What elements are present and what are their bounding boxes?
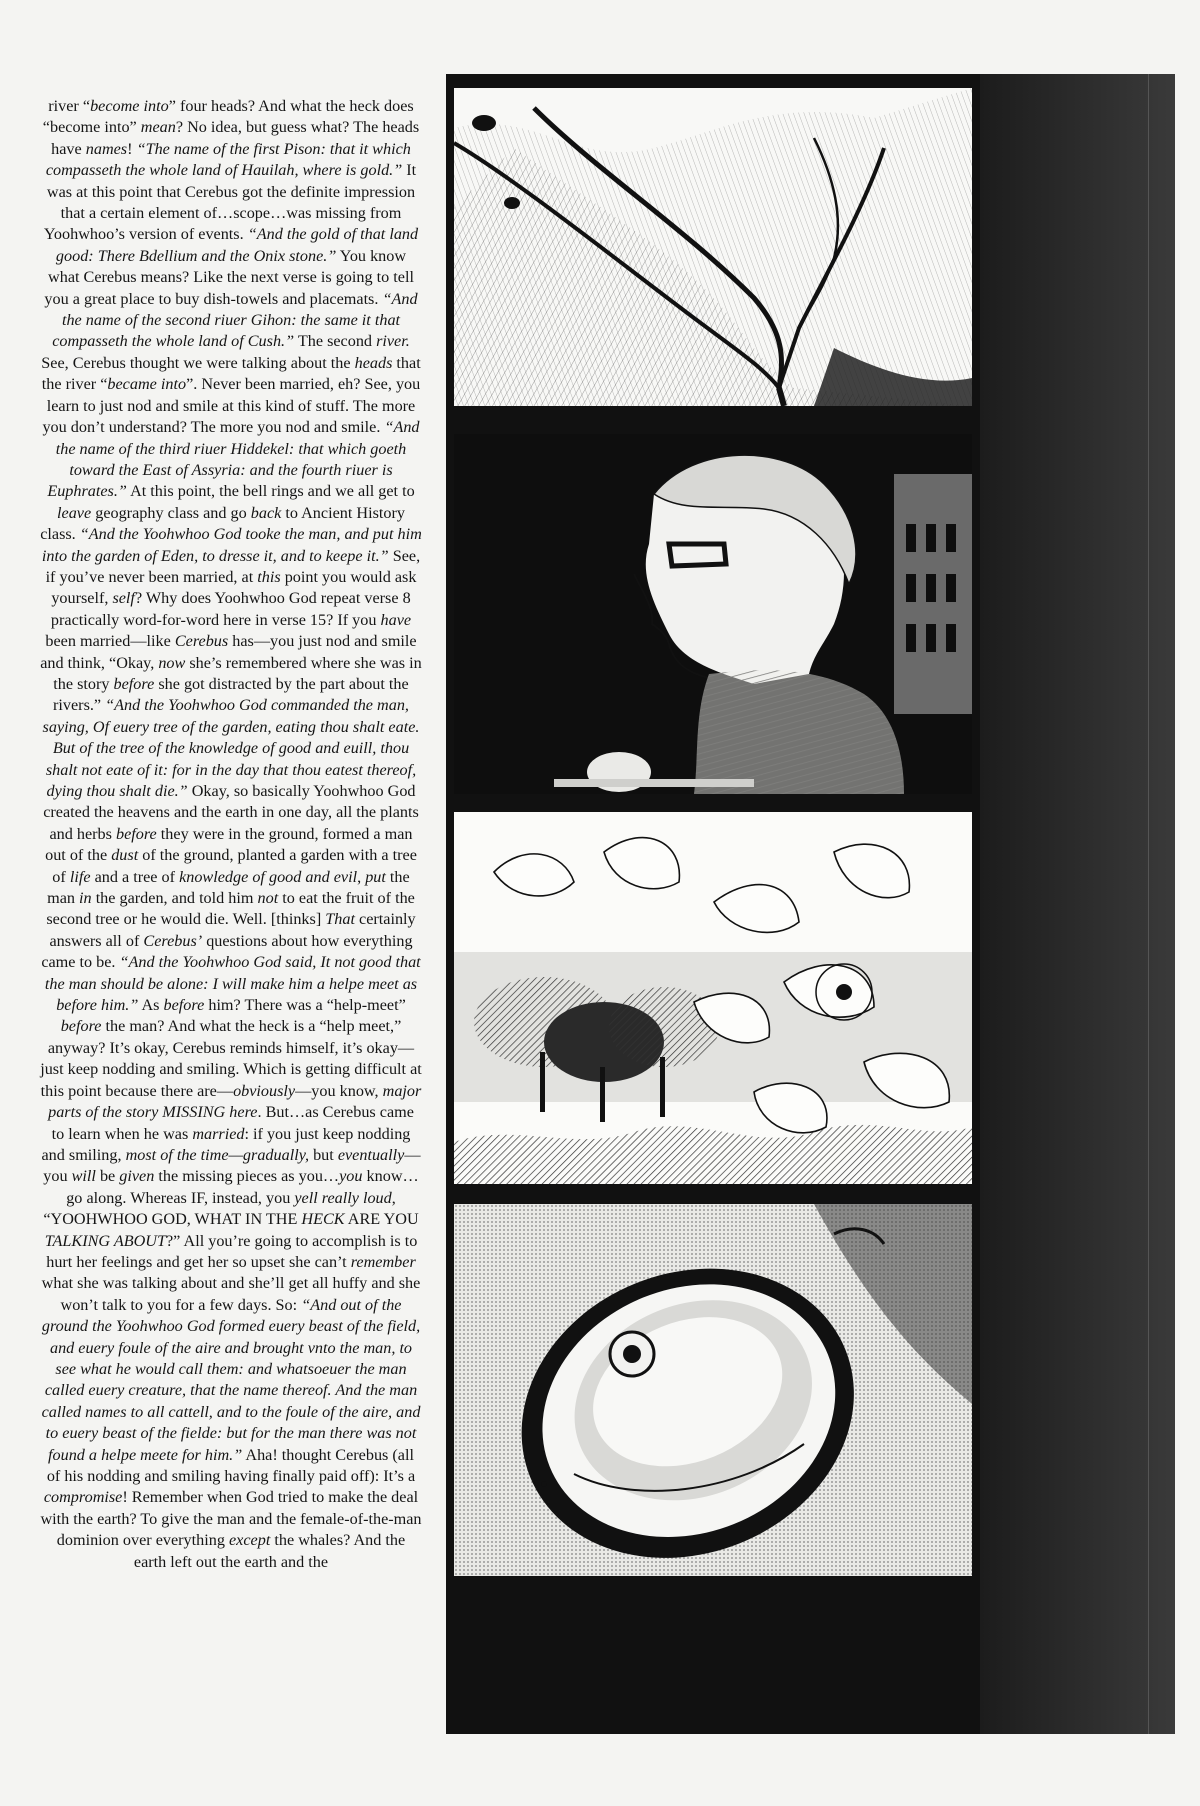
man-portrait-panel bbox=[454, 434, 972, 794]
garden-illustration bbox=[454, 812, 972, 1184]
dark-band bbox=[980, 74, 1175, 1734]
garden-panel bbox=[454, 812, 972, 1184]
prose-column bbox=[40, 96, 422, 1776]
river-map-illustration bbox=[454, 88, 972, 406]
prose-text: river “become into” four heads? And what the heck does “become into” mean? No idea, but guess what? The heads have names! “The name of the first Pison: that it which compasseth the whole land of Hauilah, where is gold.” It was at this point that Cerebus got the definite impression that a certain element of…scope…was missing from Yoohwhoo’s version of events. “And the gold of that land good: There Bdellium and the Onix stone.” You know what Cerebus means? Like the next verse is going to tell you a great place to buy dish-towels and placemats. “And the name of the second riuer Gihon: the same it that compasseth the whole land of Cush.” The second river. See, Cerebus thought we were talking about the heads that the river “became into”. Never been married, eh? See, you learn to just nod and smile at this kind of stuff. The more you don’t understand? The more you nod and smile. “And the name of the third riuer Hiddekel: that which goeth toward the East of Assyria: and the fourth riuer is Euphrates.” At this point, the bell rings and we all get to leave geography class and go back to Ancient History class. “And the Yoohwhoo God tooke the man, and put him into the garden of Eden, to dresse it, and to keepe it.” See, if you’ve never been married, at this point you would ask yourself, self? Why does Yoohwhoo God repeat verse 8 practically word-for-word here in verse 15? If you have been married—like Cerebus has—you just nod and smile and think, “Okay, now she’s remembered where she was in the story before she got distracted by the part about the rivers.” “And the Yoohwhoo God commanded the man, saying, Of euery tree of the garden, eating thou shalt eate. But of the tree of the knowledge of good and euill, thou shalt not eate of it: for in the day that thou eatest thereof, dying thou shalt die.” Okay, so basically Yoohwhoo God created the heavens and the earth in one day, all the plants and herbs before they were in the ground, formed a man out of the dust of the ground, planted a garden with a tree of life and a tree of knowledge of good and evil, put the man in the garden, and told him not to eat the fruit of the second tree or he would die. Well. [thinks] That certainly answers all of Cerebus’ questions about how everything came to be. “And the Yoohwhoo God said, It not good that the man should be alone: I will make him a helpe meet as before him.” As before him? There was a “help-meet” before the man? And what the heck is a “help meet,” anyway? It’s okay, Cerebus reminds himself, it’s okay—just keep nodding and smiling. Which is getting difficult at this point because there are—obviously—you know, major parts of the story MISSING here. But…as Cerebus came to learn when he was married: if you just keep nodding and smiling, most of the time—gradually, but eventually— you will be given the missing pieces as you…you know…go along. Whereas IF, instead, you yell really loud, “YOOHWHOO GOD, WHAT IN THE HECK ARE YOU TALKING ABOUT?” All you’re going to accomplish is to hurt her feelings and get her so upset she can’t remember what she was talking about and she’ll get all huffy and she won’t talk to you for a few days. So: “And out of the ground the Yoohwhoo God formed euery beast of the field, and euery foule of the aire and brought vnto the man, to see what he would call them: and whatsoeuer the man called euery creature, that the name thereof. And the man called names to all cattell, and to the foule of the aire, and to euery beast of the fielde: but for the man there was not found a helpe meete for him.” Aha! thought Cerebus (all of his nodding and smiling having finally paid off): It’s a compromise! Remember when God tried to make the deal with the earth? To give the man and the female-of-the-man dominion over everything except the whales? And the earth left out the earth and the bbox=[40, 97, 422, 1571]
eye-panel bbox=[454, 1204, 972, 1576]
river-map-panel bbox=[454, 88, 972, 406]
eye-illustration bbox=[454, 1204, 972, 1576]
page-edge-line bbox=[1148, 74, 1149, 1734]
art-strip bbox=[446, 74, 1175, 1734]
man-portrait-illustration bbox=[454, 434, 972, 794]
